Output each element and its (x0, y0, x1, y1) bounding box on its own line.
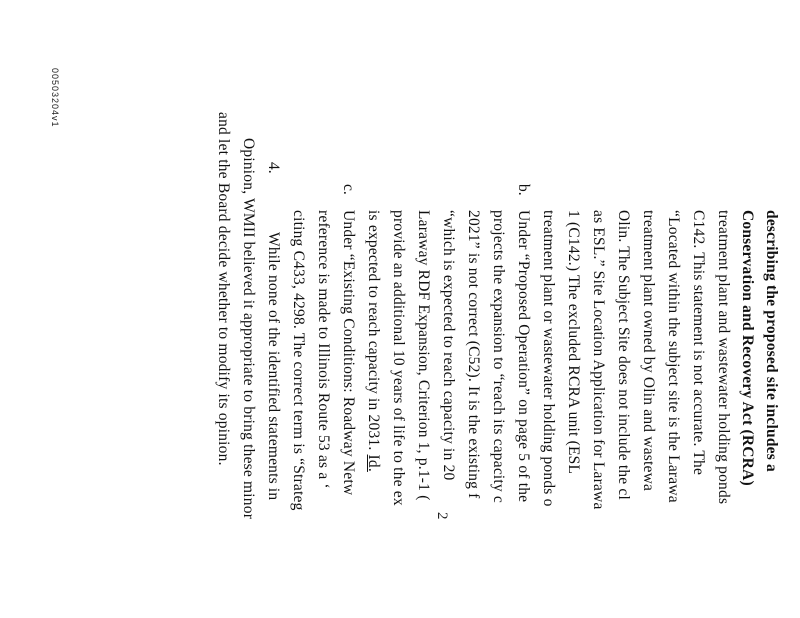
text-line: 1 (C142.) The excluded RCRA unit (ESL (565, 210, 582, 475)
text-line: provide an additional 10 years of life to the ex (390, 210, 407, 506)
text-line: Under “Existing Conditions: Roadway Netw (340, 210, 357, 496)
text-span: is expected to reach capacity in 2031. (365, 210, 382, 451)
text-line: 2021” is not correct (C52). It is the existing f (465, 210, 482, 499)
text-line: Conservation and Recovery Act (RCRA) (739, 210, 756, 486)
text-line: treatment plant or wastewater holding ponds o (540, 210, 557, 507)
text-line: “which is expected to reach capacity in 20 (440, 210, 457, 481)
text-line: “Located within the subject site is the Larawa (665, 210, 682, 503)
document-id: 00503204v1 (50, 68, 60, 128)
text-line: Under “Proposed Operation” on page 5 of the (515, 210, 532, 503)
text-line: Olin. The Subject Site does not include the cl (615, 210, 632, 501)
text-line: Opinion, WMII believed it appropriate to bring these minor (240, 138, 257, 520)
text-line: reference is made to Illinois Route 53 as a ‘ (315, 210, 332, 489)
page-number: 2 (434, 512, 450, 520)
text-line: treatment plant owned by Olin and wastewa (640, 210, 657, 492)
text-line: treatment plant and wastewater holding ponds (715, 210, 732, 505)
text-line: C142. This statement is not accurate. The (690, 210, 707, 476)
list-marker-4: 4. (265, 162, 282, 174)
list-marker-c: c. (340, 184, 357, 195)
text-line: describing the proposed site includes a (763, 210, 780, 472)
text-line: While none of the identified statements in (265, 232, 282, 501)
list-marker-b: b. (515, 184, 532, 196)
text-line: and let the Board decide whether to modify its opinion. (215, 112, 232, 466)
id-reference: Id. (365, 454, 382, 472)
text-line: as ESL.” Site Location Application for Larawa (590, 210, 607, 510)
text-line: projects the expansion to “reach its capacity c (490, 210, 507, 504)
text-line-with-id (364, 210, 382, 472)
text-line: citing C433, 4298. The correct term is “Strateg (290, 210, 307, 511)
text-line: Laraway RDF Expansion, Criterion 1, p.1-1 ( (415, 210, 432, 501)
